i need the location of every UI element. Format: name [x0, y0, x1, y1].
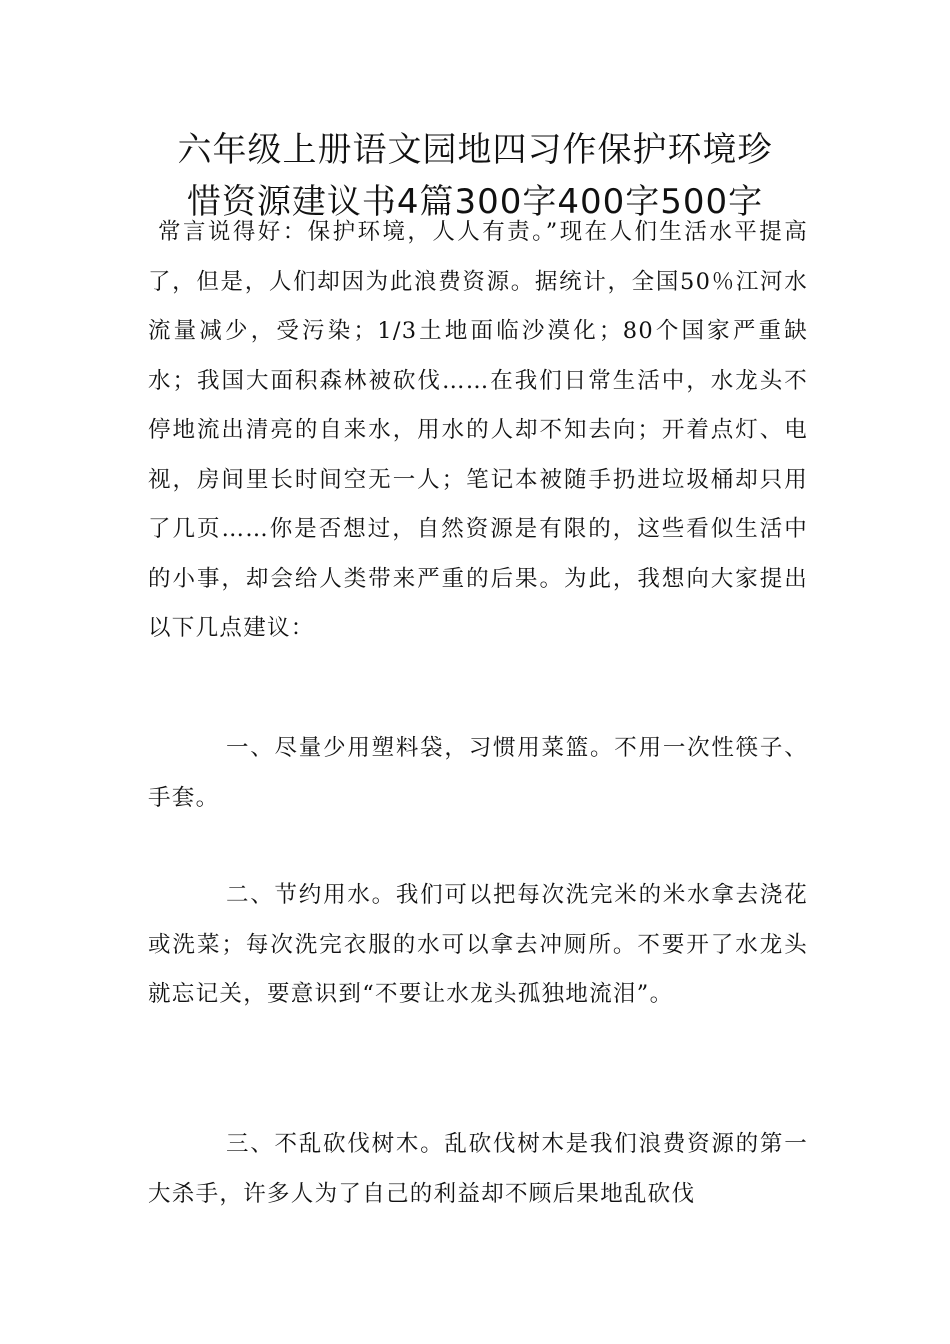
title-line-1: 六年级上册语文园地四习作保护环境珍 — [177, 130, 773, 170]
suggestion-paragraph-1: 一、尽量少用塑料袋，习惯用菜篮。不用一次性筷子、手套。 — [148, 735, 808, 811]
suggestion-paragraph-3: 三、不乱砍伐树木。乱砍伐树木是我们浪费资源的第一大杀手，许多人为了自己的利益却不顾后果地乱砍伐 — [148, 1131, 808, 1207]
title-line-2: 惜资源建议书4篇300字400字500字 — [186, 182, 764, 222]
intro-paragraph: 常言说得好：保护环境，人人有责。”现在人们生活水平提高了，但是，人们却因为此浪费资源。据统计，全国50％江河水流量减少，受污染；1/3土地面临沙漠化；80个国家严重缺水；我国大面积森林被砍伐……在我们日常生活中，水龙头不停地流出清亮的自来水，用水的人却不知去向；开着点灯、电视，房间里长时间空无一人；笔记本被随手扔进垃圾桶却只用了几页……你是否想过，自然资源是有限的，这些看似生活中的小事，却会给人类带来严重的后果。为此，我想向大家提出以下几点建议： — [148, 219, 808, 641]
suggestion-paragraph-2: 二、节约用水。我们可以把每次洗完米的米水拿去浇花或洗菜；每次洗完衣服的水可以拿去冲厕所。不要开了水龙头就忘记关，要意识到“不要让水龙头孤独地流泪”。 — [148, 882, 808, 1007]
